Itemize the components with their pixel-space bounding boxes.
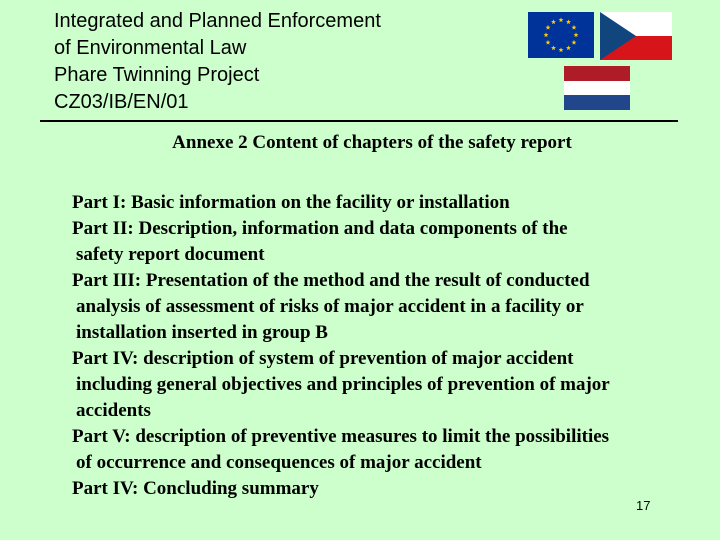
part-line: Part I: Basic information on the facility or installation [72,192,510,213]
part-item [72,190,712,216]
header-title-line: Integrated and Planned Enforcement [54,10,381,32]
header-title-line: Phare Twinning Project [54,64,260,86]
part-line: accidents [76,400,151,421]
page-number: 17 [636,498,651,513]
part-line: of occurrence and consequences of major accident [76,452,482,473]
header-title-line: of Environmental Law [54,37,247,59]
slide-subtitle: Annexe 2 Content of chapters of the safety report [172,132,572,153]
part-line: Part II: Description, information and data components of the [72,218,568,239]
part-item [72,216,712,268]
part-line: Part V: description of preventive measures to limit the possibilities [72,426,610,447]
part-line: installation inserted in group B [76,322,328,343]
parts-list [72,190,712,502]
header-title-line: CZ03/IB/EN/01 [54,91,189,113]
header-divider [40,120,678,122]
part-line: safety report document [76,244,265,265]
header-title [54,8,381,116]
czech-flag-icon [600,12,672,60]
part-item [72,346,712,424]
part-line: analysis of assessment of risks of major accident in a facility or [76,296,584,317]
part-line: Part IV: description of system of prevention of major accident [72,348,574,369]
part-line: Part IV: Concluding summary [72,478,319,499]
eu-flag-icon [528,12,594,58]
part-item [72,424,712,476]
part-line: including general objectives and principles of prevention of major [76,374,610,395]
part-item [72,268,712,346]
netherlands-flag-icon [564,66,630,110]
part-item [72,476,712,502]
part-line: Part III: Presentation of the method and the result of conducted [72,270,590,291]
